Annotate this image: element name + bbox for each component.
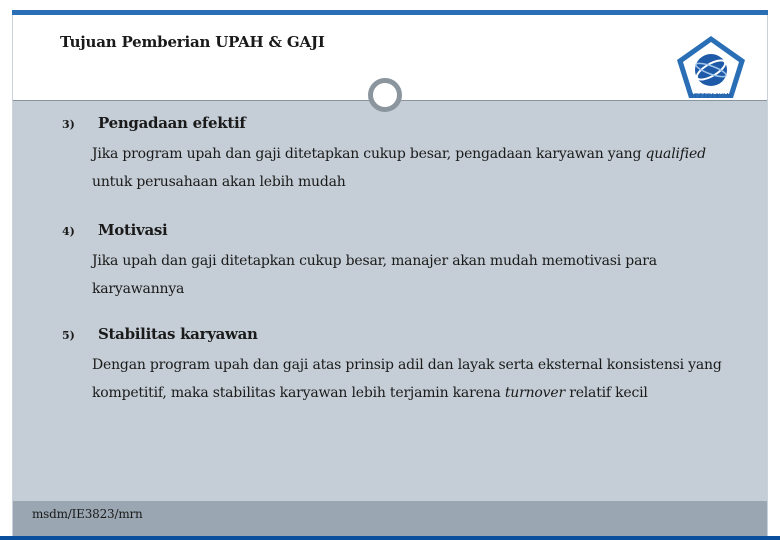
item-heading: Motivasi xyxy=(98,221,168,239)
item-heading: Stabilitas karyawan xyxy=(98,325,258,343)
footer-text: msdm/IE3823/mrn xyxy=(32,507,143,521)
item-number: 3) xyxy=(62,118,75,131)
page-title: Tujuan Pemberian UPAH & GAJI xyxy=(60,33,325,51)
item-number: 4) xyxy=(62,225,75,238)
ring-ornament-icon xyxy=(368,78,402,112)
item-body: Dengan program upah dan gaji atas prinsip adil dan layak serta eksternal konsistensi yang kompetitif, maka stabilitas karyawan lebih terjamin karena turnover relatif kecil xyxy=(92,357,722,401)
item-body: Jika upah dan gaji ditetapkan cukup besar, manajer akan mudah memotivasi para karyawannya xyxy=(92,253,657,297)
item-body: Jika program upah dan gaji ditetapkan cukup besar, pengadaan karyawan yang qualified untuk perusahaan akan lebih mudah xyxy=(92,146,706,190)
item-number: 5) xyxy=(62,329,75,342)
logo-text: STTTELKOM xyxy=(689,92,733,100)
bottom-accent-bar xyxy=(0,536,780,540)
item-heading: Pengadaan efektif xyxy=(98,114,246,132)
